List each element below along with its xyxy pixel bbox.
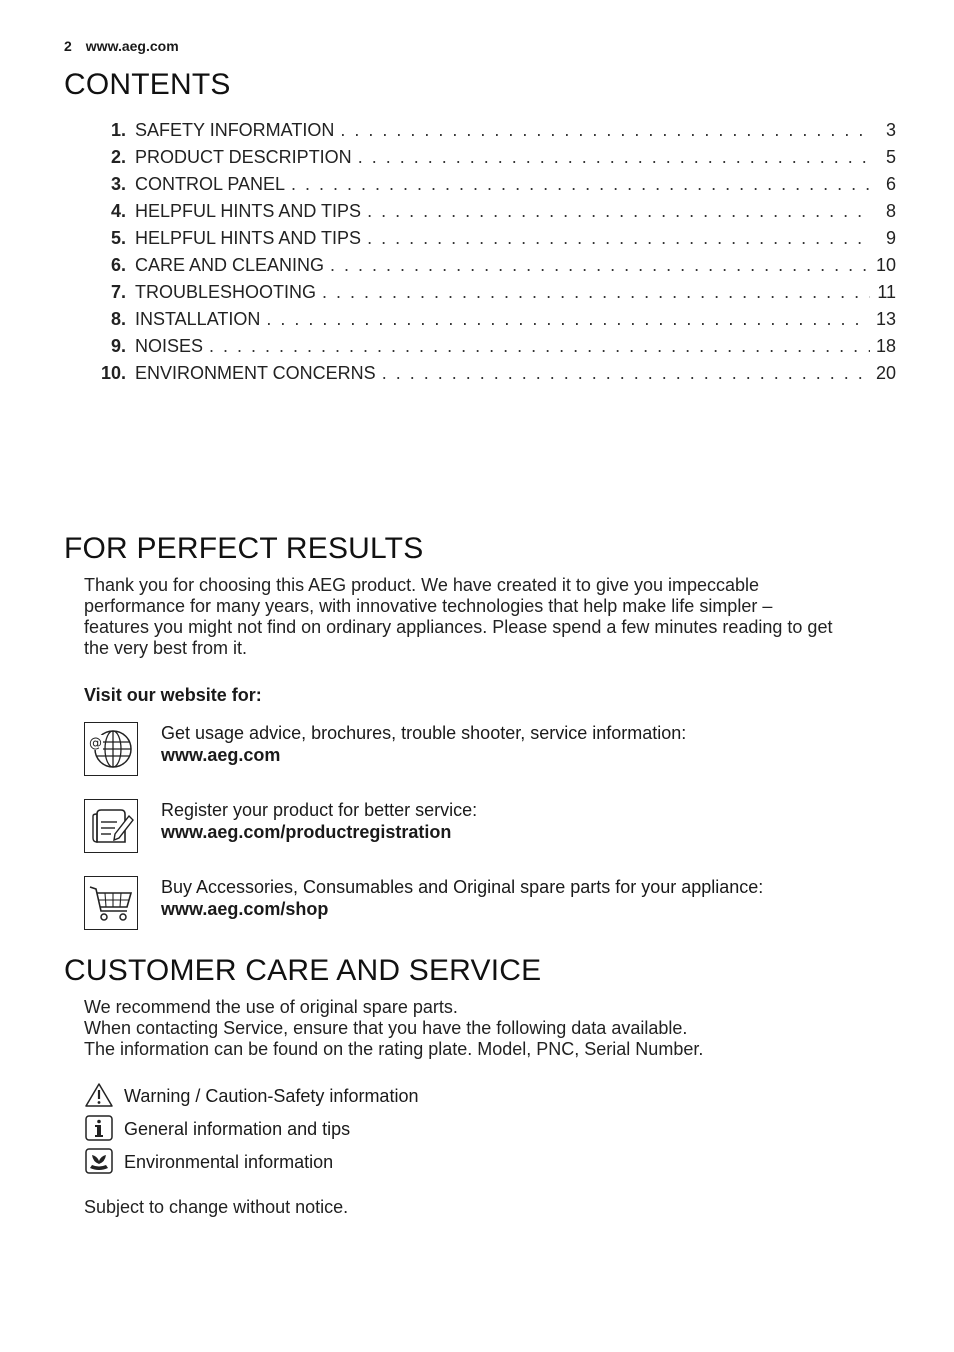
- toc-item-title: HELPFUL HINTS AND TIPS: [135, 228, 362, 248]
- table-of-contents: [90, 120, 896, 390]
- toc-item-number: 10.: [100, 363, 126, 383]
- toc-dot-leader: [330, 255, 870, 276]
- toc-item-number: 2.: [110, 147, 126, 167]
- toc-item-title: ENVIRONMENT CONCERNS: [135, 363, 376, 383]
- shopping-cart-icon: [84, 876, 138, 930]
- warning-legend-item: [84, 1082, 684, 1110]
- toc-item-page: 13: [875, 309, 896, 329]
- toc-item-page: 10: [875, 255, 896, 275]
- toc-item-title: NOISES: [135, 336, 204, 356]
- registration-description: Register your product for better service:: [161, 800, 478, 820]
- svg-text:@: @: [89, 736, 102, 751]
- toc-item[interactable]: [90, 309, 896, 336]
- toc-item-page: 6: [885, 174, 896, 194]
- toc-item-page: 8: [885, 201, 896, 221]
- shop-link-text: [161, 876, 763, 920]
- website-url-link[interactable]: www.aeg.com: [161, 745, 281, 765]
- toc-item-page: 18: [875, 336, 896, 356]
- visit-website-label: Visit our website for:: [84, 685, 262, 705]
- environment-legend-item: [84, 1148, 684, 1176]
- environment-leaf-icon: [84, 1148, 114, 1174]
- toc-item-number: 3.: [110, 174, 126, 194]
- toc-dot-leader: [266, 309, 870, 330]
- perfect-results-heading: FOR PERFECT RESULTS: [64, 532, 424, 565]
- toc-item-number: 4.: [110, 201, 126, 221]
- toc-item[interactable]: [90, 147, 896, 174]
- page-header: [64, 38, 179, 54]
- service-line: We recommend the use of original spare parts.: [84, 997, 458, 1017]
- toc-item-title: HELPFUL HINTS AND TIPS: [135, 201, 362, 221]
- web-globe-icon: [84, 722, 138, 776]
- intro-line: the very best from it.: [84, 638, 248, 658]
- registration-link-text: [161, 799, 477, 843]
- toc-dot-leader: [209, 336, 870, 357]
- shop-url-link[interactable]: www.aeg.com/shop: [161, 899, 329, 919]
- service-line: When contacting Service, ensure that you have the following data available.: [84, 1018, 688, 1038]
- toc-dot-leader: [367, 228, 870, 249]
- registration-form-icon: [84, 799, 138, 853]
- website-link-text: [161, 722, 686, 766]
- toc-item-title: CARE AND CLEANING: [135, 255, 325, 275]
- toc-item-page: 11: [877, 282, 896, 302]
- intro-line: features you might not find on ordinary appliances. Please spend a few minutes reading to get: [84, 617, 833, 637]
- toc-item-number: 1.: [110, 120, 126, 140]
- shop-link-row: [84, 876, 914, 932]
- registration-link-row: [84, 799, 914, 855]
- toc-item-page: 20: [875, 363, 896, 383]
- info-legend-text: General information and tips: [124, 1119, 351, 1139]
- toc-item[interactable]: [90, 174, 896, 201]
- environment-legend-text: Environmental information: [124, 1152, 334, 1172]
- contents-heading: CONTENTS: [64, 68, 231, 101]
- intro-line: performance for many years, with innovative technologies that help make life simpler –: [84, 596, 773, 616]
- toc-item[interactable]: [90, 282, 896, 309]
- toc-dot-leader: [340, 120, 870, 141]
- service-line: The information can be found on the rating plate. Model, PNC, Serial Number.: [84, 1039, 704, 1059]
- toc-item-title: PRODUCT DESCRIPTION: [135, 147, 352, 167]
- customer-care-heading: CUSTOMER CARE AND SERVICE: [64, 954, 542, 987]
- toc-dot-leader: [322, 282, 870, 303]
- warning-legend-text: Warning / Caution-Safety information: [124, 1086, 419, 1106]
- toc-item-number: 9.: [110, 336, 126, 356]
- toc-item-number: 7.: [110, 282, 126, 302]
- intro-line: Thank you for choosing this AEG product. We have created it to give you impeccable: [84, 575, 760, 595]
- toc-item-page: 5: [885, 147, 896, 167]
- page-number: 2: [64, 38, 72, 54]
- website-description: Get usage advice, brochures, trouble shooter, service information:: [161, 723, 687, 743]
- toc-item-number: 6.: [110, 255, 126, 275]
- toc-item[interactable]: [90, 120, 896, 147]
- toc-item[interactable]: [90, 363, 896, 390]
- toc-item-title: TROUBLESHOOTING: [135, 282, 317, 302]
- service-paragraph: [84, 997, 924, 1060]
- toc-dot-leader: [382, 363, 870, 384]
- toc-dot-leader: [367, 201, 870, 222]
- change-notice: Subject to change without notice.: [84, 1197, 349, 1217]
- toc-dot-leader: [291, 174, 870, 195]
- intro-paragraph: [84, 575, 924, 659]
- toc-item[interactable]: [90, 228, 896, 255]
- toc-item-title: SAFETY INFORMATION: [135, 120, 335, 140]
- toc-item-page: 9: [885, 228, 896, 248]
- toc-item-title: INSTALLATION: [135, 309, 261, 329]
- info-icon: [84, 1115, 114, 1141]
- toc-dot-leader: [358, 147, 870, 168]
- toc-item-page: 3: [885, 120, 896, 140]
- website-link-row: [84, 722, 914, 778]
- toc-item-number: 8.: [110, 309, 126, 329]
- toc-item-title: CONTROL PANEL: [135, 174, 286, 194]
- header-website: www.aeg.com: [85, 38, 179, 54]
- registration-url-link[interactable]: www.aeg.com/productregistration: [161, 822, 452, 842]
- toc-item[interactable]: [90, 255, 896, 282]
- warning-triangle-icon: [84, 1082, 114, 1108]
- toc-item-number: 5.: [110, 228, 126, 248]
- toc-item[interactable]: [90, 201, 896, 228]
- shop-description: Buy Accessories, Consumables and Original spare parts for your appliance:: [161, 877, 764, 897]
- toc-item[interactable]: [90, 336, 896, 363]
- info-legend-item: [84, 1115, 684, 1143]
